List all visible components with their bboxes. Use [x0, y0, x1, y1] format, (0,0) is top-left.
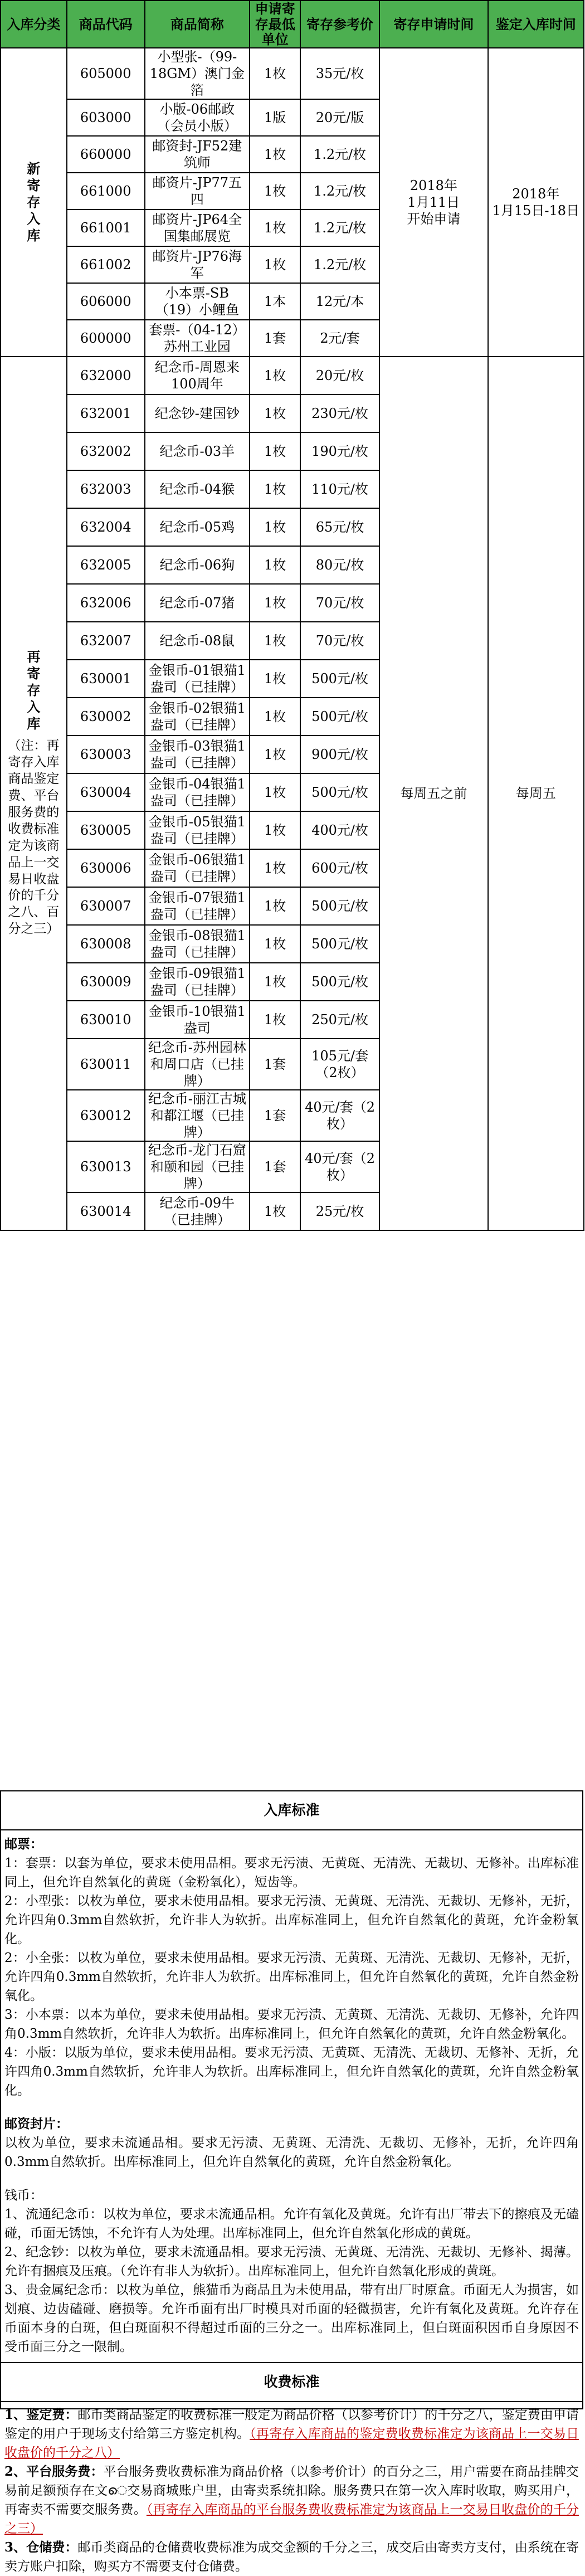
- min-unit: 1枚: [250, 210, 300, 246]
- reference-price: 25元/枚: [300, 1192, 379, 1230]
- stamps-heading: 邮票：: [4, 1837, 43, 1852]
- reference-price: 900元/枚: [300, 736, 379, 773]
- product-name: 小本票-SB（19）小鲤鱼: [145, 283, 250, 320]
- product-name: 纪念币-05鸡: [145, 508, 250, 546]
- reference-price: 35元/枚: [300, 48, 379, 99]
- min-unit: 1套: [250, 1090, 300, 1141]
- product-name: 纪念币-06狗: [145, 546, 250, 584]
- header-cell: 商品简称: [145, 1, 250, 48]
- reference-price: 230元/枚: [300, 395, 379, 432]
- min-unit: 1枚: [250, 136, 300, 173]
- product-code: 661002: [67, 246, 145, 283]
- table-row: [1, 48, 584, 99]
- header-cell: 鉴定入库时间: [488, 1, 584, 48]
- product-code: 632002: [67, 432, 145, 470]
- apply-time: 每周五之前: [379, 357, 488, 1230]
- product-name: 金银币-04银猫1盎司（已挂牌）: [145, 773, 250, 811]
- fee-appraisal-text: 邮币类商品鉴定的收费标准一般定为商品价格（以参考价计）的千分之八，鉴定费由申请鉴定的用户于现场支付给第三方鉴定机构。: [4, 2408, 579, 2441]
- min-unit: 1枚: [250, 811, 300, 849]
- reference-price: 500元/枚: [300, 887, 379, 925]
- product-name: 纪念币-丽江古城和都江堰（已挂牌）: [145, 1090, 250, 1141]
- product-name: 金银币-10银猫1盎司: [145, 1001, 250, 1039]
- product-name: 金银币-01银猫1盎司（已挂牌）: [145, 660, 250, 698]
- product-code: 630008: [67, 925, 145, 963]
- reference-price: 1.2元/枚: [300, 246, 379, 283]
- reference-price: 500元/枚: [300, 698, 379, 736]
- reference-price: 70元/枚: [300, 584, 379, 622]
- product-code: 630013: [67, 1141, 145, 1192]
- product-code: 630004: [67, 773, 145, 811]
- product-code: 603000: [67, 99, 145, 136]
- fee-platform: [1, 2462, 582, 2538]
- reference-price: 65元/枚: [300, 508, 379, 546]
- min-unit: 1本: [250, 283, 300, 320]
- reference-price: 500元/枚: [300, 773, 379, 811]
- min-unit: 1枚: [250, 508, 300, 546]
- product-name: 套票-（04-12）苏州工业园: [145, 320, 250, 357]
- product-code: 630001: [67, 660, 145, 698]
- covers-text: 以枚为单位，要求未流通品相。要求无污渍、无黄斑、无清洗、无裁切、无修补，无折，允许四角0.3mm自然软折。出库标准同上，但允许自然氧化的黄斑，允许自然金粉氧化。: [4, 2136, 579, 2169]
- reference-price: 500元/枚: [300, 963, 379, 1001]
- product-code: 630009: [67, 963, 145, 1001]
- header-cell: 申请寄存最低单位: [250, 1, 300, 48]
- listing-table: [0, 0, 584, 1231]
- min-unit: 1枚: [250, 246, 300, 283]
- table-row: [1, 357, 584, 395]
- product-code: 630011: [67, 1039, 145, 1090]
- min-unit: 1枚: [250, 1001, 300, 1039]
- fee-appraisal-note: （再寄存入库商品的鉴定费收费标准定为该商品上一交易日收盘价的千分之八）: [4, 2427, 579, 2460]
- product-code: 630003: [67, 736, 145, 773]
- product-code: 630005: [67, 811, 145, 849]
- product-code: 606000: [67, 283, 145, 320]
- category-cell: [1, 357, 67, 1230]
- min-unit: 1版: [250, 99, 300, 136]
- product-name: 纪念币-07猪: [145, 584, 250, 622]
- min-unit: 1枚: [250, 395, 300, 432]
- product-code: 630010: [67, 1001, 145, 1039]
- product-name: 小型张-（99-18GM）澳门金箔: [145, 48, 250, 99]
- min-unit: 1枚: [250, 1192, 300, 1230]
- min-unit: 1枚: [250, 470, 300, 508]
- reference-price: 500元/枚: [300, 660, 379, 698]
- category-note: （注：再寄存入库商品鉴定费、平台服务费的收费标准定为该商品上一交易日收盘价的千分之八、百分之三）: [8, 738, 60, 937]
- appraise-time: 每周五: [488, 357, 584, 1230]
- reference-price: 12元/本: [300, 283, 379, 320]
- min-unit: 1套: [250, 320, 300, 357]
- reference-price: 80元/枚: [300, 546, 379, 584]
- reference-price: 600元/枚: [300, 849, 379, 887]
- product-name: 纪念钞-建国钞: [145, 395, 250, 432]
- product-name: 纪念币-08鼠: [145, 622, 250, 660]
- min-unit: 1枚: [250, 736, 300, 773]
- product-code: 630014: [67, 1192, 145, 1230]
- product-name: 金银币-02银猫1盎司（已挂牌）: [145, 698, 250, 736]
- min-unit: 1枚: [250, 925, 300, 963]
- min-unit: 1枚: [250, 546, 300, 584]
- header-cell: 寄存申请时间: [379, 1, 488, 48]
- product-code: 630002: [67, 698, 145, 736]
- product-name: 金银币-06银猫1盎司（已挂牌）: [145, 849, 250, 887]
- product-code: 630012: [67, 1090, 145, 1141]
- product-code: 632005: [67, 546, 145, 584]
- header-cell: 寄存参考价: [300, 1, 379, 48]
- reference-price: 1.2元/枚: [300, 136, 379, 173]
- fee-storage-label: 3、仓储费：: [4, 2540, 78, 2555]
- product-code: 630006: [67, 849, 145, 887]
- product-code: 661001: [67, 210, 145, 246]
- min-unit: 1枚: [250, 660, 300, 698]
- product-code: 632003: [67, 470, 145, 508]
- min-unit: 1枚: [250, 887, 300, 925]
- min-unit: 1枚: [250, 849, 300, 887]
- product-name: 纪念币-苏州园林和周口店（已挂牌）: [145, 1039, 250, 1090]
- min-unit: 1枚: [250, 622, 300, 660]
- reference-price: 20元/版: [300, 99, 379, 136]
- product-name: 纪念币-03羊: [145, 432, 250, 470]
- fee-appraisal-label: 1、鉴定费：: [4, 2407, 78, 2422]
- reference-price: 40元/套（2枚）: [300, 1141, 379, 1192]
- product-name: 纪念币-04猴: [145, 470, 250, 508]
- product-code: 632001: [67, 395, 145, 432]
- min-unit: 1枚: [250, 773, 300, 811]
- min-unit: 1枚: [250, 432, 300, 470]
- product-name: 纪念币-周恩来100周年: [145, 357, 250, 395]
- product-name: 金银币-07银猫1盎司（已挂牌）: [145, 887, 250, 925]
- header-cell: 入库分类: [1, 1, 67, 48]
- apply-time: 2018年 1月11日 开始申请: [379, 48, 488, 357]
- min-unit: 1套: [250, 1141, 300, 1192]
- min-unit: 1枚: [250, 357, 300, 395]
- product-code: 660000: [67, 136, 145, 173]
- reference-price: 1.2元/枚: [300, 210, 379, 246]
- fee-platform-text: 平台服务费收费标准为商品价格（以参考价计）的百分之三，用户需要在商品挂牌交易前足额预存在文െ交易商城账户里，由寄卖系统扣除。服务费只在第一次入库时收取，购买用户，再寄卖不需要交服务费。: [4, 2465, 579, 2517]
- product-name: 金银币-09银猫1盎司（已挂牌）: [145, 963, 250, 1001]
- reference-price: 500元/枚: [300, 925, 379, 963]
- product-name: 邮资片-JP64全国集邮展览: [145, 210, 250, 246]
- product-name: 纪念币-龙门石窟和颐和园（已挂牌）: [145, 1141, 250, 1192]
- product-name: 金银币-05银猫1盎司（已挂牌）: [145, 811, 250, 849]
- stamps-text: 1：套票：以套为单位，要求未使用品相。要求无污渍、无黄斑、无清洗、无裁切、无修补。出库标准同上，但允许自然氧化的黄斑（金粉氧化），短齿等。 2：小型张：以枚为单位，要求未使用品相。要求无污渍、无黄斑、无清洗、无裁切、无修补，无折，允许四角0.3mm自然软折，允许非人为软折。出库标准同上，但允许自然氧化的黄斑，允许金粉氧化。 2：小全张：以枚为单位，要求未使用品相。要求无污渍、无黄斑、无清洗、无裁切、无修补，无折，允许四角0.3mm自然软折，允许非人为软折。出库标准同上，但允许自然氧化的黄斑，允许自然金粉氧化。 3：小本票：以本为单位，要求未使用品相。要求无污渍、无黄斑、无清洗、无裁切、无修补，允许四角0.3mm自然软折，允许非人为软折。出库标准同上，但允许自然氧化的黄斑，允许自然金粉氧化。 4：小版：以版为单位，要求未使用品相。要求无污渍、无黄斑、无清洗、无裁切、无修补、无折，允许四角0.3mm自然软折，允许非人为软折。出库标准同上，但允许自然氧化的黄斑，允许自然金粉氧化。: [4, 1856, 579, 2098]
- reference-price: 20元/枚: [300, 357, 379, 395]
- product-code: 600000: [67, 320, 145, 357]
- reference-price: 250元/枚: [300, 1001, 379, 1039]
- standards-title: 入库标准: [264, 1802, 320, 1818]
- product-code: 632004: [67, 508, 145, 546]
- fee-platform-label: 2、平台服务费：: [4, 2464, 104, 2479]
- coins-standard: [1, 2186, 582, 2356]
- product-code: 630007: [67, 887, 145, 925]
- coins-text: 1、流通纪念币：以枚为单位，要求未流通品相。允许有氧化及黄斑。允许有出厂带去下的擦痕及无磕碰，币面无锈蚀，不允许有人为处理。出库标准同上，但允许自然氧化形成的黄斑。 2、纪念钞：以枚为单位，要求未流通品相。要求无污渍、无黄斑、无清洗、无裁切、无修补、揭薄。允许有捆痕及压痕。（允许有非人为软折）。出库标准同上，但允许自然氧化形成的黄斑。 3、贵金属纪念币：以枚为单位，熊猫币为商品且为未使用品，带有出厂时原盒。币面无人为损害，如划痕、边齿磕碰、磨损等。允许币面有出厂时模具对币面的轻微损害，允许有氧化及黄斑。允许存在币面本身的白斑，但白斑面积不得超过币面的三分之一。出库标准同上，但白斑面积因币自身原因不受币面三分之一限制。: [4, 2207, 579, 2354]
- fee-storage-text: 邮币类商品的仓储费收费标准为成交金额的千分之三，成交后由寄卖方支付，由系统在寄卖方账户扣除，购买方不需要支付仓储费。: [4, 2540, 579, 2574]
- header-row: [1, 1, 584, 48]
- product-name: 金银币-08银猫1盎司（已挂牌）: [145, 925, 250, 963]
- header-cell: 商品代码: [67, 1, 145, 48]
- stamps-standard: [1, 1830, 582, 2100]
- product-code: 632000: [67, 357, 145, 395]
- product-name: 金银币-03银猫1盎司（已挂牌）: [145, 736, 250, 773]
- fee-storage: [1, 2538, 582, 2576]
- fee-platform-note: （再寄存入库商品的平台服务费收费标准定为该商品上一交易日收盘价的千分之三）: [4, 2502, 579, 2536]
- min-unit: 1枚: [250, 173, 300, 210]
- min-unit: 1枚: [250, 48, 300, 99]
- covers-standard: [1, 2115, 582, 2171]
- reference-price: 400元/枚: [300, 811, 379, 849]
- min-unit: 1枚: [250, 963, 300, 1001]
- covers-heading: 邮资封片：: [4, 2116, 69, 2131]
- standards-section: [0, 1790, 583, 2574]
- product-code: 632006: [67, 584, 145, 622]
- reference-price: 190元/枚: [300, 432, 379, 470]
- product-code: 605000: [67, 48, 145, 99]
- category-label: 新 寄 存 入 库: [27, 160, 41, 244]
- product-name: 邮资封-JF52建筑师: [145, 136, 250, 173]
- reference-price: 40元/套（2枚）: [300, 1090, 379, 1141]
- min-unit: 1枚: [250, 698, 300, 736]
- fees-title: 收费标准: [264, 2374, 320, 2390]
- reference-price: 105元/套（2枚）: [300, 1039, 379, 1090]
- category-cell: [1, 48, 67, 357]
- appraise-time: 2018年 1月15日-18日: [488, 48, 584, 357]
- product-name: 邮资片-JP77五四: [145, 173, 250, 210]
- min-unit: 1套: [250, 1039, 300, 1090]
- product-code: 632007: [67, 622, 145, 660]
- product-name: 纪念币-09牛（已挂牌）: [145, 1192, 250, 1230]
- product-name: 邮资片-JP76海军: [145, 246, 250, 283]
- product-code: 661000: [67, 173, 145, 210]
- reference-price: 1.2元/枚: [300, 173, 379, 210]
- coins-heading: 钱币：: [4, 2188, 43, 2203]
- fee-appraisal: [1, 2402, 582, 2462]
- min-unit: 1枚: [250, 584, 300, 622]
- category-label: 再 寄 存 入 库: [27, 649, 41, 732]
- reference-price: 110元/枚: [300, 470, 379, 508]
- product-name: 小版-06邮政（会员小版）: [145, 99, 250, 136]
- reference-price: 2元/套: [300, 320, 379, 357]
- reference-price: 70元/枚: [300, 622, 379, 660]
